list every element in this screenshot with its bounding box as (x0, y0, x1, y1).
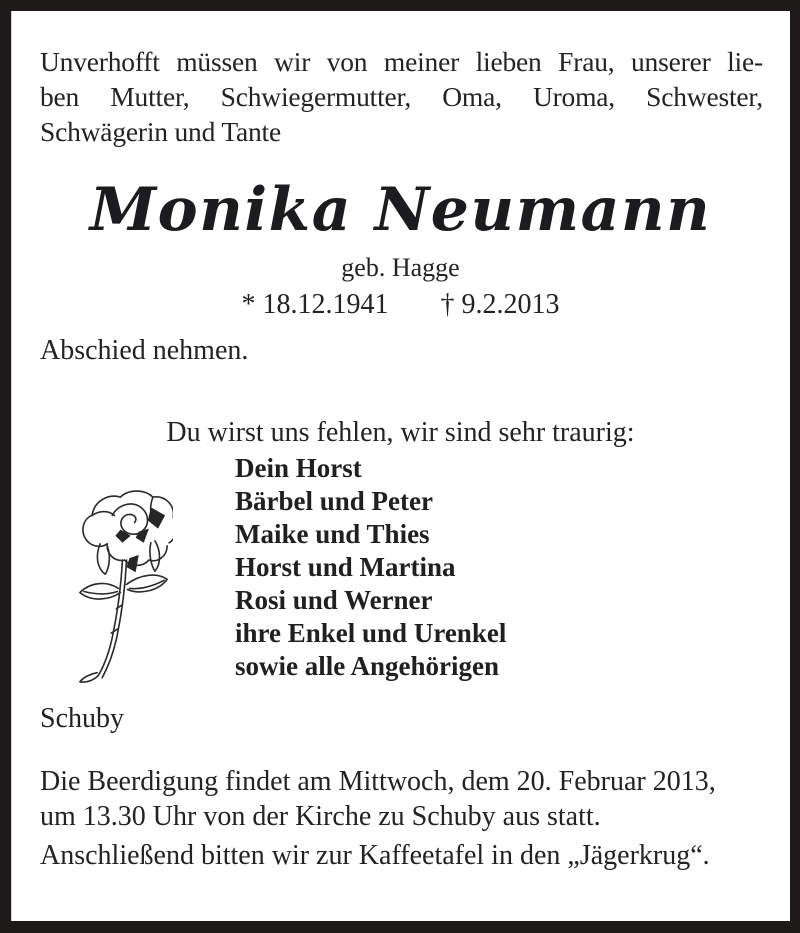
life-dates (11, 288, 790, 322)
reception-line: Anschließend bitten wir zur Kaffeetafel in den „Jägerkrug“. (40, 840, 710, 871)
mourners-list (235, 452, 506, 683)
deceased-name: Monika Neumann (89, 175, 712, 245)
mourner-entry: Maike und Thies (235, 519, 430, 549)
funeral-info (40, 764, 716, 834)
maiden-name: geb. Hagge (341, 253, 460, 282)
farewell-line: Abschied nehmen. (40, 335, 249, 366)
birth-date: * 18.12.1941 (241, 289, 389, 320)
death-date: † 9.2.2013 (440, 289, 560, 320)
funeral-line-1: Die Beerdigung findet am Mittwoch, dem 20. Februar 2013, (40, 766, 716, 797)
intro-line-1: Unverhofft müssen wir von meiner lieben Frau, unserer lie- (40, 46, 763, 77)
intro-line-2: ben Mutter, Schwiegermutter, Oma, Uroma, Schwester, (40, 81, 763, 112)
mourner-entry: sowie alle Angehörigen (235, 651, 499, 681)
intro-paragraph (40, 44, 763, 149)
mourner-entry: Rosi und Werner (235, 585, 433, 615)
place-name: Schuby (40, 703, 124, 734)
intro-line-3: Schwägerin und Tante (40, 116, 282, 147)
rose-icon (75, 487, 173, 695)
mourner-entry: ihre Enkel und Urenkel (235, 618, 507, 648)
funeral-line-2: um 13.30 Uhr von der Kirche zu Schuby aus statt. (40, 801, 601, 832)
mourning-line: Du wirst uns fehlen, wir sind sehr traurig: (166, 417, 635, 448)
notice-body (11, 11, 790, 921)
mourner-entry: Dein Horst (235, 453, 362, 483)
mourner-entry: Bärbel und Peter (235, 486, 433, 516)
mourner-entry: Horst und Martina (235, 552, 456, 582)
